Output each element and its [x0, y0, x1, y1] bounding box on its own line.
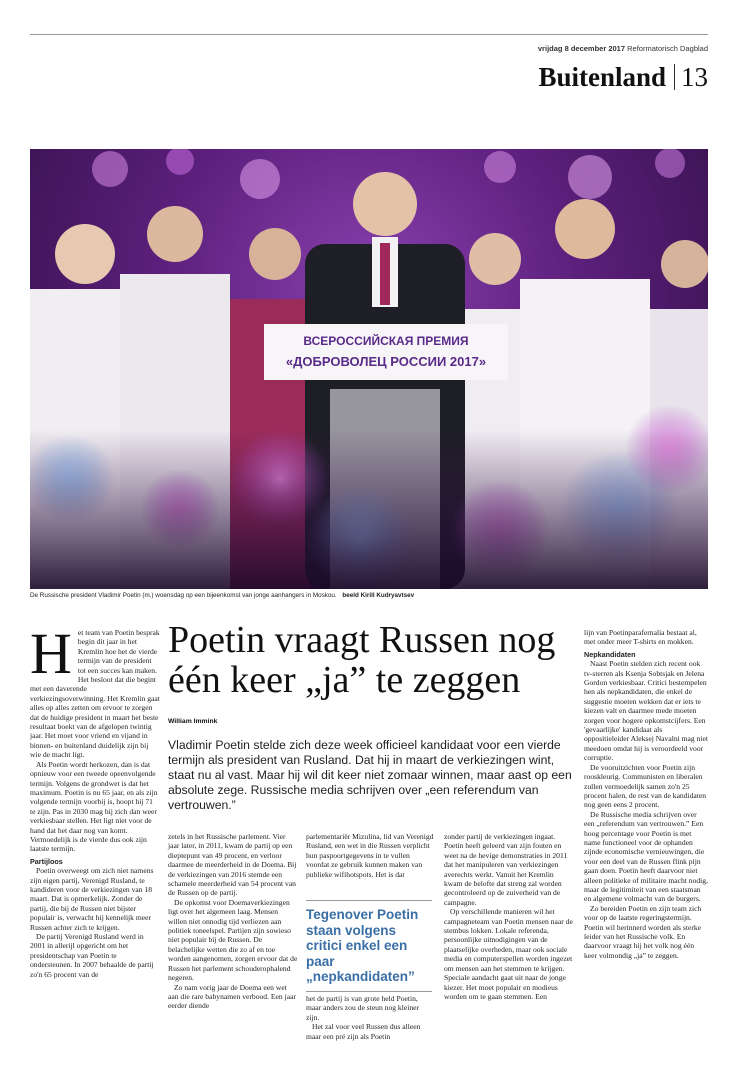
col5-paragraph-5: Zo bereiden Poetin en zijn team zich voor op de laatste regeringstermijn. Poetin wil herinnerd worden als sterke leider van het Russische volk. En daarvoor vraagt hij het volk nog één keer volmondig „ja” te zeggen.: [584, 903, 702, 960]
subheading-nepkandidaten: Nepkandidaten: [584, 649, 636, 659]
column-3: [306, 832, 434, 879]
col5-paragraph-1: lijn van Poetinparafernalia bestaat al, met onder meer T-shirts en mokken.: [584, 628, 697, 647]
photo-caption: [30, 592, 708, 599]
section-divider: [674, 64, 675, 90]
col2-paragraph-1: zetels in het Russische parlement. Vier jaar later, in 2011, kwam de partij op een dieptepunt van 49 procent, en verloor daarmee de meerderheid in de Doema. Bij de verkiezingen van 2016 stemde een schamele meerderheid van 54 procent van de Russen op de partij.: [168, 832, 297, 898]
col3-paragraph-2: het de partij is van grote held Poetin, maar anders zou de steun nog kleiner zijn.: [306, 994, 420, 1022]
banner-line-1: ВСЕРОССИЙСКАЯ ПРЕМИЯ: [303, 334, 469, 348]
lead-photo: [30, 149, 708, 589]
col1-paragraph-3: Poetin overweegt om zich niet namens zijn eigen partij, Verenigd Rusland, te kandideren voor de verkiezingen van 18 maart. Dat is opmerkelijk. Zonder de partij, die bij de Russen niet bijster populair is, verwacht hij kennelijk meer Russen achter zich te krijgen.: [30, 866, 154, 932]
drop-cap: H: [30, 621, 72, 686]
column-1: [30, 621, 160, 979]
top-rule: [30, 34, 708, 35]
article-intro: Vladimir Poetin stelde zich deze week officieel kandidaat voor een vierde termijn als president van Rusland. Dat hij in maart de verkiezingen wint, staat nu al vast. Maar hij wil dit keer niet zomaar winnen, maar aast op een absolute zege. Russische media schrijven over „een referendum van vertrouwen.”: [168, 738, 572, 812]
col1-paragraph-2: Als Poetin wordt herkozen, dan is dat opnieuw voor een tweede opeenvolgende termijn. Volgens de grondwet is dat het maximum. Poetin is nu 65 jaar, en als zijn volgende termijn voorbij is, hoopt hij 71 te zijn. Pas in 2030 mag hij zich dan weer verkiesbaar stellen. Het ligt niet voor de hand dat het daar nog van komt. Vermoedelijk is de vierde dus ook zijn laatste termijn.: [30, 759, 158, 854]
photo-illustration: [30, 149, 708, 589]
col2-paragraph-3: Zo nam vorig jaar de Doema een wet aan die rare babynamen verbood. Een jaar eerder diende: [168, 982, 296, 1011]
col5-paragraph-4: De Russische media schrijven over een „referendum van vertrouwen.” Een hoog percentage voor Poetin is met name functioneel voor de ophanden zijnde economische vernieuwingen, die voor een deel van de Russen flink pijn gaan doen. Poetin heeft daarvoor niet alleen politieke of militaire macht nodig, maar de legitimiteit van een staatsman en algemene volmacht van de burgers.: [584, 809, 708, 904]
col3-paragraph-1: parlementariër Mizulina, lid van Verenigd Rusland, een wet in die Russen verplicht hun paspoortgegevens in te vullen voordat ze gebruik kunnen maken van publieke wifihotspots. Het is dat: [306, 832, 434, 879]
col4-paragraph-1: zonder partij de verkiezingen ingaat. Poetin heeft geleerd van zijn fouten en weet na de hevige demonstraties in 2011 dat het manipuleren van verkiezingen averechts werkt. Vanuit het Kremlin kwam de belofte dat streng zal worden gecontroleerd op de zuiverheid van de campagne.: [444, 832, 568, 907]
banner-line-2: «ДОБРОВОЛЕЦ РОССИИ 2017»: [285, 354, 487, 369]
bokeh: [30, 404, 708, 589]
pull-quote: Tegenover Poetin staan volgens critici enkel een paar „nepkandidaten”: [306, 900, 432, 992]
column-3-continued: [306, 994, 434, 1041]
col5-paragraph-3: De vooruitzichten voor Poetin zijn rooskleurig. Communisten en liberalen zullen vermoedelijk samen zo'n 25 procent halen, de rest van de kandidaten nog geen eens 2 procent.: [584, 762, 707, 810]
masthead-meta: [538, 44, 708, 53]
byline: William Immink: [168, 718, 218, 725]
section-name: Buitenland: [538, 62, 666, 92]
col2-paragraph-2: De opkomst voor Doemaverkiezingen ligt over het algemeen laag. Mensen willen niet onnodig tijd verliezen aan politiek toneelspel. Partijen zijn sowieso niet populair bij de Russen. De belachelijke wetten die zo af en toe worden aangenomen, zorgen ervoor dat de Russen het parlement schouderophalend negeren.: [168, 897, 298, 983]
col1-paragraph-4: De partij Verenigd Rusland werd in 2001 in allerijl opgericht om het presidentschap van Poetin te ondersteunen. In 2007 behaalde de partij zo'n 65 procent van de: [30, 932, 154, 979]
subheading-partijloos: Partijloos: [30, 856, 63, 866]
article-headline: Poetin vraagt Russen nog één keer „ja” te zeggen: [168, 619, 556, 701]
caption-text: De Russische president Vladimir Poetin (m.) woensdag op een bijeenkomst van jonge aanhangers in Moskou.: [30, 592, 337, 599]
col3-paragraph-3: Het zal voor veel Russen dus alleen maar een pré zijn als Poetin: [306, 1022, 421, 1041]
issue-date: vrijdag 8 december 2017: [537, 44, 626, 53]
col4-paragraph-2: Op verschillende manieren wil het campagneteam van Poetin mensen naar de stembus lokken. Lokale referenda, persoonlijke uitnodigingen van de plaatselijke overheden, maar ook sociale media en computerspellen worden ingezet om mensen aan het stemmen te krijgen. Speciale aandacht gaat uit naar de jonge kiezer. Het moet populair en modieus worden om te gaan stemmen. Een: [444, 907, 573, 1001]
column-5: [584, 628, 708, 960]
col1-paragraph-1: et team van Poetin besprak begin dit jaar in het Kremlin hoe het de vierde termijn van de president tot een succes kan maken. Het besloot dat die begint met een daverende verkiezingsoverwinning. Het Kremlin gaat alles op alles zetten om ervoor te zorgen dat de huidige president in maart het beste resultaat boekt van de afgelopen twintig jaar. Het moet voor vriend en vijand in binnen- en buitenland duidelijk zijn bij wie de macht ligt.: [30, 628, 160, 760]
column-2: [168, 832, 298, 1011]
col5-paragraph-2: Naast Poetin stelden zich recent ook tv-sterren als Ksenja Sobtsjak en Jelena Gordon verkiesbaar. Critici bestempelen hen als nepkandidaten, die enkel de suggestie moeten wekken dat er iets te kiezen valt en daarmee mede moeten zorgen voor hogere opkomstcijfers. Een 'gevaarlijke' kandidaat als oppositieleider Aleksej Navalni mag niet meedoen omdat hij is veroordeeld voor corruptie.: [584, 659, 708, 763]
paper-name: Reformatorisch Dagblad: [627, 44, 708, 53]
photo-credit: beeld Kirill Kudryavtsev: [342, 592, 415, 599]
section-header: [538, 58, 708, 92]
column-4: [444, 832, 574, 1001]
page-number: 13: [681, 62, 708, 92]
